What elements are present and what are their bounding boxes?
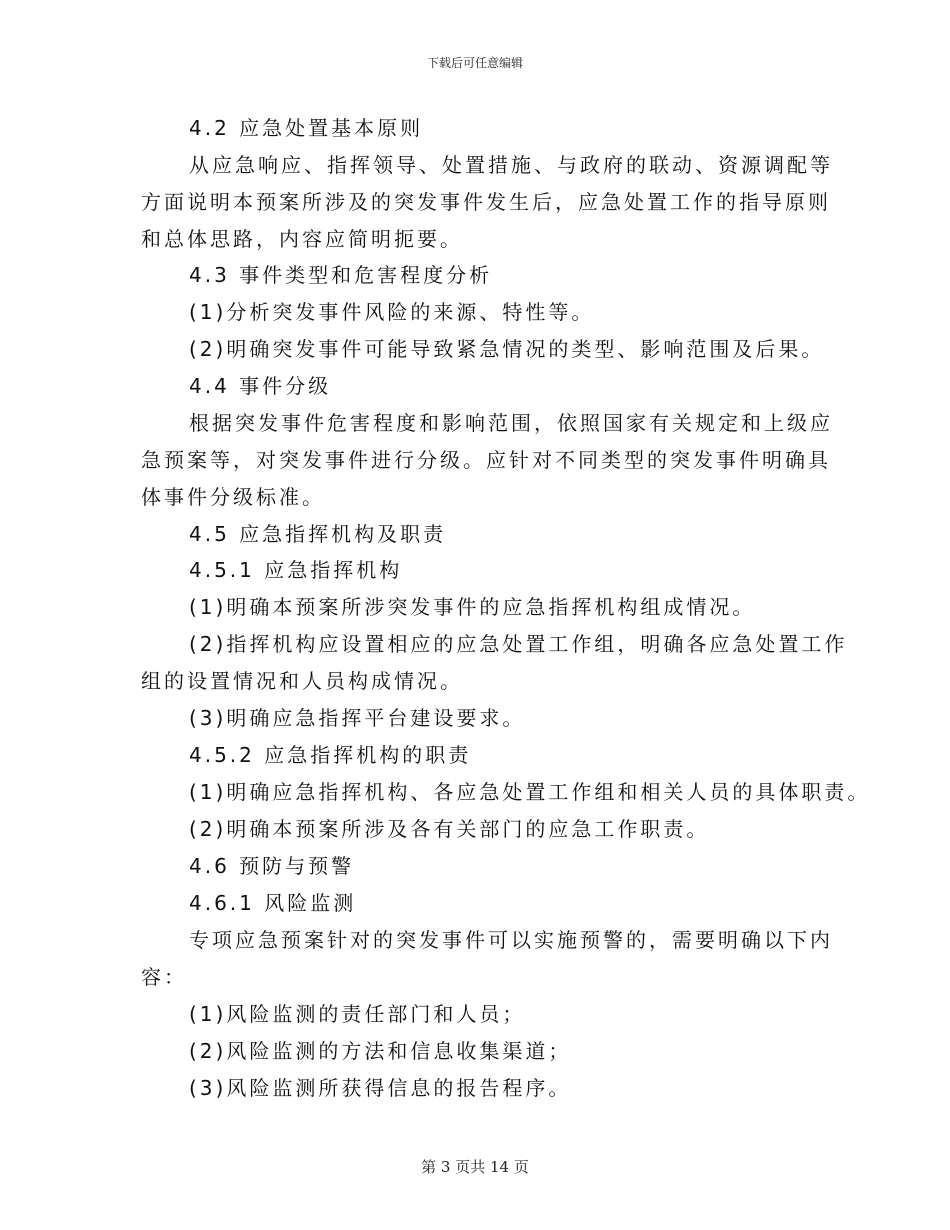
paragraph-line: 容： xyxy=(141,965,187,989)
list-item: (2)风险监测的方法和信息收集渠道； xyxy=(189,1039,572,1063)
section-heading-4-5-2: 4.5.2 应急指挥机构的职责 xyxy=(189,743,472,767)
list-item: (2)指挥机构应设置相应的应急处置工作组，明确各应急处置工作 xyxy=(189,632,848,656)
paragraph-line: 和总体思路，内容应简明扼要。 xyxy=(141,227,463,251)
list-item: (1)明确本预案所涉突发事件的应急指挥机构组成情况。 xyxy=(189,595,756,619)
list-item: (3)明确应急指挥平台建设要求。 xyxy=(189,706,526,730)
paragraph-line: 方面说明本预案所涉及的突发事件发生后，应急处置工作的指导原则 xyxy=(141,190,831,214)
list-item: (2)明确突发事件可能导致紧急情况的类型、影响范围及后果。 xyxy=(189,337,825,361)
list-item: (1)明确应急指挥机构、各应急处置工作组和相关人员的具体职责。 xyxy=(189,780,871,804)
paragraph-line: 根据突发事件危害程度和影响范围，依照国家有关规定和上级应 xyxy=(189,411,833,435)
list-item: (2)明确本预案所涉及各有关部门的应急工作职责。 xyxy=(189,817,710,841)
paragraph-line: 急预案等，对突发事件进行分级。应针对不同类型的突发事件明确具 xyxy=(141,448,831,472)
list-item-continuation: 组的设置情况和人员构成情况。 xyxy=(141,669,463,693)
list-item: (3)风险监测所获得信息的报告程序。 xyxy=(189,1076,572,1100)
section-heading-4-2: 4.2 应急处置基本原则 xyxy=(189,116,424,140)
section-heading-4-5-1: 4.5.1 应急指挥机构 xyxy=(189,558,403,582)
page-header: 下载后可任意编辑 xyxy=(426,56,523,70)
list-item: (1)风险监测的责任部门和人员； xyxy=(189,1002,526,1026)
section-heading-4-5: 4.5 应急指挥机构及职责 xyxy=(189,522,447,546)
list-item: (1)分析突发事件风险的来源、特性等。 xyxy=(189,300,595,324)
paragraph-line: 从应急响应、指挥领导、处置措施、与政府的联动、资源调配等 xyxy=(189,153,833,177)
section-heading-4-3: 4.3 事件类型和危害程度分析 xyxy=(189,263,493,287)
section-heading-4-6: 4.6 预防与预警 xyxy=(189,854,355,878)
section-heading-4-4: 4.4 事件分级 xyxy=(189,374,332,398)
page-footer: 第 3 页共 14 页 xyxy=(421,1158,529,1176)
paragraph-line: 专项应急预案针对的突发事件可以实施预警的，需要明确以下内 xyxy=(189,928,833,952)
section-heading-4-6-1: 4.6.1 风险监测 xyxy=(189,891,357,915)
paragraph-line: 体事件分级标准。 xyxy=(141,485,325,509)
